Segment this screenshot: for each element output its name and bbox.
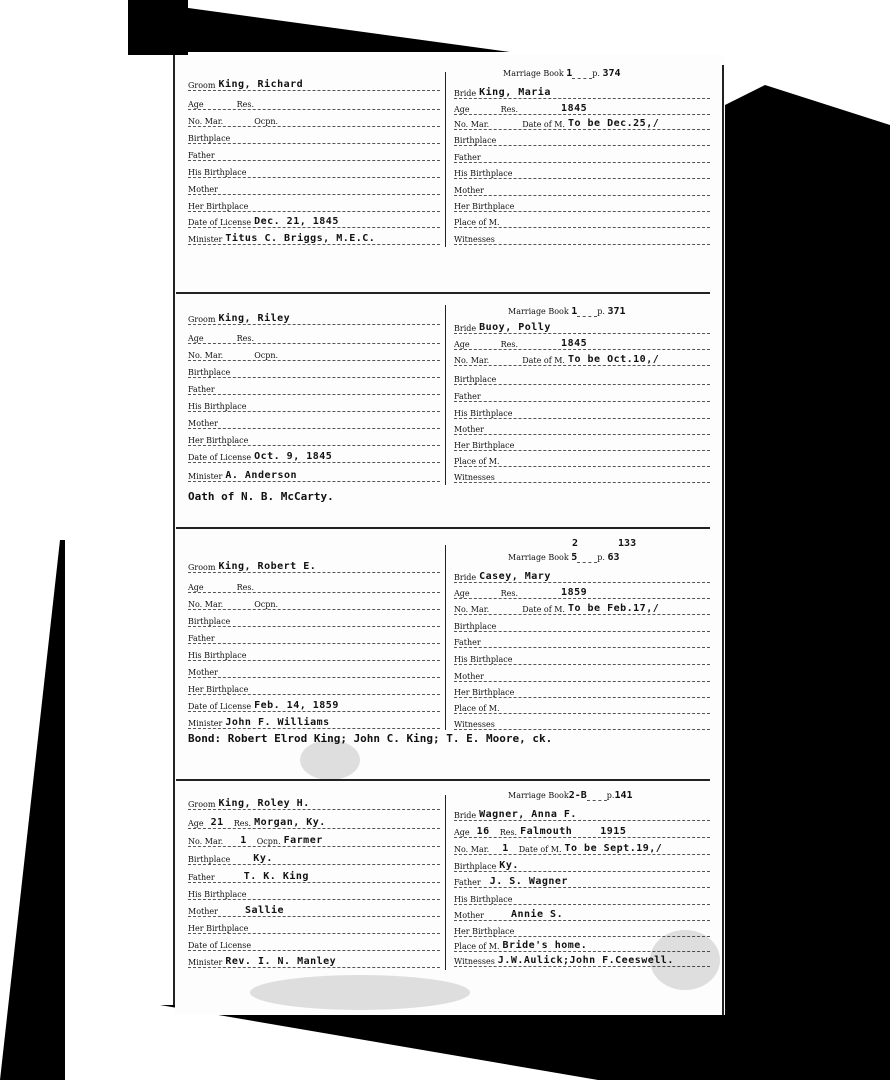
marriage-book-line: Marriage Book 1 p. 374 bbox=[503, 68, 621, 79]
his-birthplace-row: His Birthplace bbox=[188, 163, 440, 178]
scan-border-bottom bbox=[160, 1005, 890, 1080]
father-row: Father bbox=[188, 380, 440, 395]
book-number: 5 bbox=[571, 552, 578, 563]
groom-no-mar: 1 bbox=[240, 835, 247, 846]
bride-no-mar-row: No. Mar. 1 Date of M. To be Sept.19,/ bbox=[454, 840, 710, 855]
license-row: Date of License bbox=[188, 936, 440, 951]
bride-res: 1845 bbox=[561, 103, 588, 114]
groom-name: King, Riley bbox=[218, 313, 291, 324]
witnesses-row: Witnesses J.W.Aulick;John F.Ceeswell. bbox=[454, 952, 710, 967]
witnesses-row: Witnesses bbox=[454, 715, 710, 730]
book-number: 1 bbox=[566, 68, 573, 79]
record-note: Bond: Robert Elrod King; John C. King; T. E. Moore, ck. bbox=[188, 732, 553, 745]
column-divider-3 bbox=[445, 545, 446, 730]
page-number-top: 133 bbox=[618, 538, 637, 549]
bride-date: To be Dec.25,/ bbox=[567, 118, 660, 129]
birthplace-row: Birthplace bbox=[188, 129, 440, 144]
license-date: Dec. 21, 1845 bbox=[254, 216, 339, 227]
page-number: 374 bbox=[602, 68, 621, 79]
age-row: Age 21 Res. Morgan, Ky. bbox=[188, 814, 440, 829]
bride-res: Falmouth bbox=[520, 826, 573, 837]
record-note: Oath of N. B. McCarty. bbox=[188, 490, 334, 503]
bride-row: Bride Wagner, Anna F. bbox=[454, 806, 710, 821]
birthplace-row: Birthplace bbox=[188, 363, 440, 378]
bride-birthplace-row: Birthplace bbox=[454, 131, 710, 146]
groom-name: King, Robert E. bbox=[218, 561, 317, 572]
minister-name: Rev. I. N. Manley bbox=[225, 956, 337, 967]
bride-row: Bride Buoy, Polly bbox=[454, 319, 710, 334]
bride-res: 1845 bbox=[561, 338, 588, 349]
witnesses-row: Witnesses bbox=[454, 230, 710, 245]
scan-speckle bbox=[300, 740, 360, 780]
bride-age-row: Age Res. 1845 bbox=[454, 100, 710, 115]
minister-row: Minister John F. Williams bbox=[188, 714, 440, 729]
groom-father: T. K. King bbox=[243, 871, 309, 882]
groom-row: Groom King, Riley bbox=[188, 310, 440, 325]
page-number: 63 bbox=[607, 552, 620, 563]
bride-birthplace-row: Birthplace bbox=[454, 617, 710, 632]
minister-name: John F. Williams bbox=[225, 717, 330, 728]
bride-birthplace: Ky. bbox=[499, 860, 519, 871]
her-birthplace-row: Her Birthplace bbox=[188, 680, 440, 695]
her-birthplace-row: Her Birthplace bbox=[188, 919, 440, 934]
groom-res: Morgan, Ky. bbox=[254, 817, 326, 828]
bride-mother-row: Mother bbox=[454, 667, 710, 682]
bride-res: 1859 bbox=[561, 587, 588, 598]
no-mar-row: No. Mar. Ocpn. bbox=[188, 112, 440, 127]
groom-ocpn: Farmer bbox=[283, 835, 323, 846]
bride-father-row: Father bbox=[454, 387, 710, 402]
mother-row: Mother bbox=[188, 663, 440, 678]
marriage-book-line: Marriage Book2-B p.141 bbox=[508, 790, 633, 801]
mother-row: Mother bbox=[188, 180, 440, 195]
book-number: 2-B bbox=[568, 790, 587, 801]
bride-mother-row: Mother bbox=[454, 181, 710, 196]
page-number: 141 bbox=[614, 790, 633, 801]
bride-his-birthplace-row: His Birthplace bbox=[454, 890, 710, 905]
groom-birthplace: Ky. bbox=[253, 853, 273, 864]
bride-mother-row: Mother bbox=[454, 420, 710, 435]
minister-row: Minister Titus C. Briggs, M.E.C. bbox=[188, 230, 440, 245]
groom-mother: Sallie bbox=[244, 905, 285, 916]
birthplace-row: Birthplace Ky. bbox=[188, 850, 440, 865]
place-row: Place of M. Bride's home. bbox=[454, 937, 710, 952]
card-divider-2 bbox=[176, 527, 710, 529]
scan-border-top-left bbox=[128, 0, 188, 55]
book-number-top: 2 bbox=[572, 538, 579, 549]
left-margin-line bbox=[173, 55, 175, 1005]
bride-year: 1915 bbox=[600, 826, 627, 837]
bride-name: Casey, Mary bbox=[479, 571, 551, 582]
marriage-book-line: Marriage Book 5 p. 63 bbox=[508, 552, 620, 563]
groom-row: Groom King, Roley H. bbox=[188, 795, 440, 810]
bride-date: To be Oct.10,/ bbox=[567, 354, 660, 365]
no-mar-row: No. Mar. Ocpn. bbox=[188, 595, 440, 610]
scan-speckle bbox=[250, 975, 470, 1010]
license-date: Oct. 9, 1845 bbox=[254, 451, 333, 462]
license-date: Feb. 14, 1859 bbox=[254, 700, 339, 711]
her-birthplace-row: Her Birthplace bbox=[188, 431, 440, 446]
groom-age: 21 bbox=[210, 817, 224, 828]
bride-mother-row: Mother Annie S. bbox=[454, 906, 710, 921]
witness-names: J.W.Aulick;John F.Ceeswell. bbox=[497, 955, 674, 966]
page-number: 371 bbox=[607, 306, 626, 317]
bride-age-row: Age 16 Res. Falmouth 1915 bbox=[454, 823, 710, 838]
bride-mother: Annie S. bbox=[510, 909, 564, 920]
bride-father-row: Father bbox=[454, 148, 710, 163]
bride-her-birthplace-row: Her Birthplace bbox=[454, 683, 710, 698]
bride-date: To be Feb.17,/ bbox=[567, 603, 660, 614]
bride-father-row: Father bbox=[454, 633, 710, 648]
bride-name: Buoy, Polly bbox=[479, 322, 551, 333]
minister-name: Titus C. Briggs, M.E.C. bbox=[225, 233, 376, 244]
bride-age-row: Age Res. 1859 bbox=[454, 584, 710, 599]
bride-her-birthplace-row: Her Birthplace bbox=[454, 922, 710, 937]
his-birthplace-row: His Birthplace bbox=[188, 397, 440, 412]
bride-age-row: Age Res. 1845 bbox=[454, 335, 710, 350]
bride-her-birthplace-row: Her Birthplace bbox=[454, 197, 710, 212]
his-birthplace-row: His Birthplace bbox=[188, 885, 440, 900]
her-birthplace-row: Her Birthplace bbox=[188, 197, 440, 212]
license-row: Date of License Oct. 9, 1845 bbox=[188, 448, 440, 463]
marriage-book-line: Marriage Book 1 p. 371 bbox=[508, 306, 626, 317]
column-divider-1 bbox=[445, 72, 446, 247]
no-mar-row: No. Mar. 1 Ocpn. Farmer bbox=[188, 832, 440, 847]
bride-no-mar-row: No. Mar. Date of M. To be Oct.10,/ bbox=[454, 351, 710, 366]
scan-speckle bbox=[650, 930, 720, 990]
column-divider-4 bbox=[445, 795, 446, 970]
place-row: Place of M. bbox=[454, 452, 710, 467]
witnesses-row: Witnesses bbox=[454, 468, 710, 483]
bride-name: King, Maria bbox=[479, 87, 551, 98]
age-row: Age Res. bbox=[188, 95, 440, 110]
father-row: Father bbox=[188, 629, 440, 644]
marriage-book-top-line bbox=[572, 538, 636, 549]
mother-row: Mother Sallie bbox=[188, 902, 440, 917]
place-row: Place of M. bbox=[454, 699, 710, 714]
bride-row: Bride King, Maria bbox=[454, 84, 710, 99]
bride-row: Bride Casey, Mary bbox=[454, 568, 710, 583]
father-row: Father T. K. King bbox=[188, 868, 440, 883]
no-mar-row: No. Mar. Ocpn. bbox=[188, 346, 440, 361]
column-divider-2 bbox=[445, 305, 446, 485]
card-divider-1 bbox=[176, 292, 710, 294]
minister-row: Minister Rev. I. N. Manley bbox=[188, 953, 440, 968]
bride-father-row: Father J. S. Wagner bbox=[454, 873, 710, 888]
bride-his-birthplace-row: His Birthplace bbox=[454, 650, 710, 665]
groom-row: Groom King, Richard bbox=[188, 76, 440, 91]
bride-his-birthplace-row: His Birthplace bbox=[454, 164, 710, 179]
bride-name: Wagner, Anna F. bbox=[479, 809, 577, 820]
bride-no-mar-row: No. Mar. Date of M. To be Feb.17,/ bbox=[454, 600, 710, 615]
bride-age: 16 bbox=[476, 826, 490, 837]
minister-name: A. Anderson bbox=[225, 470, 298, 481]
book-number: 1 bbox=[571, 306, 578, 317]
groom-name: King, Richard bbox=[218, 79, 304, 90]
bride-her-birthplace-row: Her Birthplace bbox=[454, 436, 710, 451]
bride-date: To be Sept.19,/ bbox=[564, 843, 663, 854]
his-birthplace-row: His Birthplace bbox=[188, 646, 440, 661]
bride-his-birthplace-row: His Birthplace bbox=[454, 404, 710, 419]
birthplace-row: Birthplace bbox=[188, 612, 440, 627]
right-margin-line bbox=[722, 65, 724, 1015]
bride-no-mar: 1 bbox=[502, 843, 509, 854]
card-divider-3 bbox=[176, 779, 710, 781]
minister-row: Minister A. Anderson bbox=[188, 467, 440, 482]
bride-birthplace-row: Birthplace Ky. bbox=[454, 857, 710, 872]
father-row: Father bbox=[188, 146, 440, 161]
bride-no-mar-row: No. Mar. Date of M. To be Dec.25,/ bbox=[454, 115, 710, 130]
mother-row: Mother bbox=[188, 414, 440, 429]
groom-row: Groom King, Robert E. bbox=[188, 558, 440, 573]
place-row: Place of M. bbox=[454, 213, 710, 228]
groom-name: King, Roley H. bbox=[218, 798, 310, 809]
age-row: Age Res. bbox=[188, 578, 440, 593]
bride-birthplace-row: Birthplace bbox=[454, 370, 710, 385]
scan-border-left bbox=[0, 540, 65, 1080]
license-row: Date of License Dec. 21, 1845 bbox=[188, 213, 440, 228]
age-row: Age Res. bbox=[188, 329, 440, 344]
bride-father: J. S. Wagner bbox=[489, 876, 568, 887]
license-row: Date of License Feb. 14, 1859 bbox=[188, 697, 440, 712]
place-of-marriage: Bride's home. bbox=[502, 940, 588, 951]
scan-border-right bbox=[725, 85, 890, 1080]
